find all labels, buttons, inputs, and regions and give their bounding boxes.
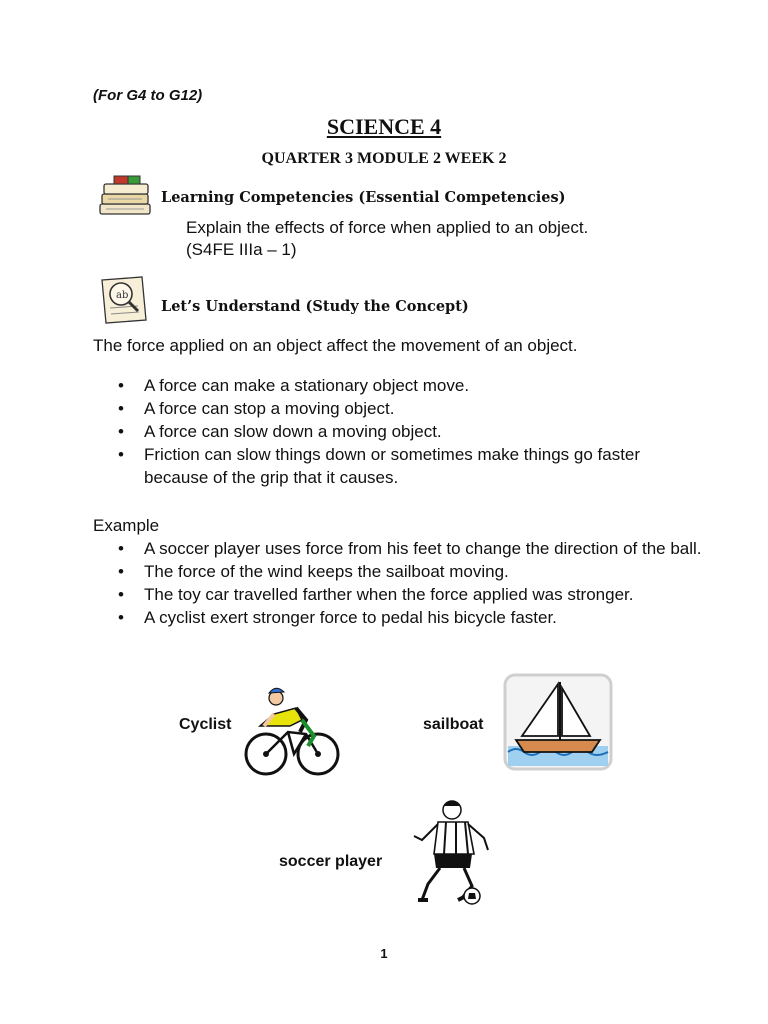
- soccer-player-label: soccer player: [279, 853, 383, 870]
- example-list: [118, 537, 704, 629]
- soccer-player-illustration: [408, 796, 498, 908]
- sailboat-label: sailboat: [423, 716, 484, 733]
- competency-text: Explain the effects of force when applied to an object.: [186, 218, 589, 237]
- grade-note: (For G4 to G12): [93, 87, 203, 104]
- list-item: • A force can slow down a moving object.: [118, 420, 704, 443]
- cyclist-label: Cyclist: [179, 716, 232, 733]
- list-item: • A force can stop a moving object.: [118, 397, 704, 420]
- list-item: • A soccer player uses force from his feet to change the direction of the ball.: [118, 537, 704, 560]
- list-item: • A cyclist exert stronger force to pedal his bicycle faster.: [118, 606, 704, 629]
- books-icon: [94, 168, 156, 218]
- cyclist-illustration: [244, 676, 340, 778]
- intro-text: The force applied on an object affect the movement of an object.: [93, 336, 578, 355]
- list-item: • A force can make a stationary object move.: [118, 374, 704, 397]
- list-item: • The force of the wind keeps the sailboat moving.: [118, 560, 704, 583]
- module-subtitle: QUARTER 3 MODULE 2 WEEK 2: [261, 150, 507, 167]
- concept-list: [118, 374, 704, 489]
- magnifier-document-icon: [94, 274, 154, 326]
- understand-heading: Let’s Understand (Study the Concept): [161, 298, 469, 315]
- sailboat-illustration: [502, 672, 614, 772]
- page-number: 1: [380, 946, 388, 961]
- example-label: Example: [93, 516, 160, 535]
- page-title: SCIENCE 4: [326, 114, 442, 139]
- svg-text:ab: ab: [116, 290, 129, 301]
- competencies-heading: Learning Competencies (Essential Competencies): [161, 189, 566, 206]
- list-item: • The toy car travelled farther when the force applied was stronger.: [118, 583, 704, 606]
- list-item: • Friction can slow things down or sometimes make things go faster because of the grip that it causes.: [118, 443, 704, 489]
- competency-code: (S4FE IIIa – 1): [186, 240, 297, 259]
